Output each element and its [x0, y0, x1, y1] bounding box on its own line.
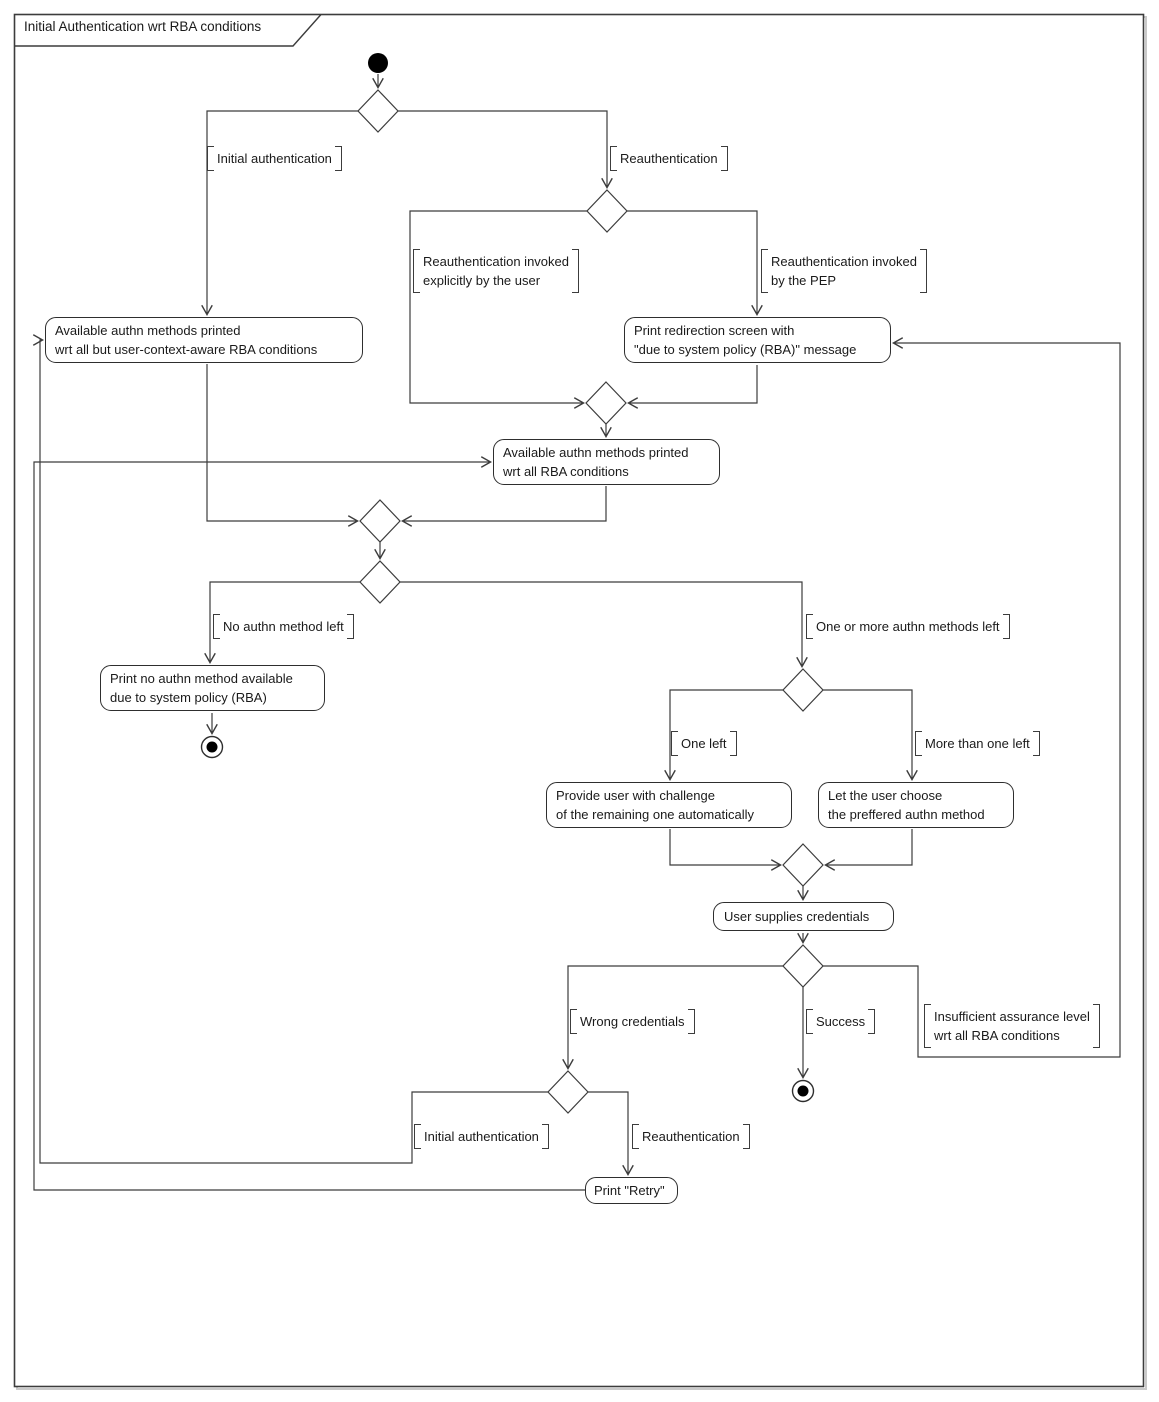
guard-line: One or more authn methods left [816, 619, 1000, 634]
action-available-authn-all-but-rba [45, 317, 363, 363]
action-line: Let the user choose [828, 788, 943, 803]
guard-one-left [671, 731, 737, 756]
action-print-retry [585, 1177, 678, 1204]
guard-line: No authn method left [223, 619, 344, 634]
final-node-success-inner [798, 1086, 809, 1097]
guard-reauthentication [610, 146, 728, 171]
guard-success [806, 1009, 875, 1034]
action-available-authn-all-rba [493, 439, 720, 485]
guard-line: Success [816, 1014, 866, 1029]
guard-insufficient-assurance [924, 1004, 1100, 1048]
frame-title: Initial Authentication wrt RBA conditions [24, 19, 262, 34]
guard-line: Reauthentication invoked [423, 254, 569, 269]
initial-node [368, 53, 388, 73]
guard-line: Reauthentication [620, 151, 718, 166]
action-print-redirection-screen [624, 317, 891, 363]
guard-line: wrt all RBA conditions [934, 1028, 1060, 1043]
guard-one-or-more-methods-left [806, 614, 1010, 639]
action-line: Print "Retry" [594, 1183, 665, 1198]
guard-initial-authentication [207, 146, 342, 171]
guard-line: by the PEP [771, 273, 837, 288]
action-line: of the remaining one automatically [556, 807, 755, 822]
guard-reauthentication-retry [632, 1124, 750, 1149]
action-line: the preffered authn method [828, 807, 985, 822]
action-line: wrt all RBA conditions [503, 464, 629, 479]
guard-line: One left [681, 736, 727, 751]
action-line: Provide user with challenge [556, 788, 715, 803]
action-line: Available authn methods printed [503, 445, 689, 460]
guard-reauth-by-user [413, 249, 579, 293]
guard-initial-authentication-retry [414, 1124, 549, 1149]
guard-line: Insufficient assurance level [934, 1009, 1090, 1024]
guard-line: Reauthentication invoked [771, 254, 917, 269]
action-line: "due to system policy (RBA)" message [634, 342, 857, 357]
action-line: User supplies credentials [724, 909, 870, 924]
action-print-no-authn-available [100, 665, 325, 711]
action-provide-challenge [546, 782, 792, 828]
guard-line: Reauthentication [642, 1129, 740, 1144]
guard-line: Initial authentication [424, 1129, 539, 1144]
action-line: Print redirection screen with [634, 323, 795, 338]
action-line: Available authn methods printed [55, 323, 241, 338]
action-line: Print no authn method available [110, 671, 293, 686]
guard-reauth-by-pep [761, 249, 927, 293]
action-user-supplies-credentials [713, 902, 894, 931]
guard-line: Initial authentication [217, 151, 332, 166]
action-let-user-choose [818, 782, 1014, 828]
guard-line: Wrong credentials [580, 1014, 685, 1029]
guard-more-than-one-left [915, 731, 1040, 756]
guard-line: explicitly by the user [423, 273, 541, 288]
action-line: wrt all but user-context-aware RBA conditions [55, 342, 318, 357]
action-line: due to system policy (RBA) [110, 690, 267, 705]
final-node-no-authn-inner [207, 742, 218, 753]
guard-wrong-credentials [570, 1009, 695, 1034]
guard-line: More than one left [925, 736, 1030, 751]
guard-no-authn-method-left [213, 614, 354, 639]
